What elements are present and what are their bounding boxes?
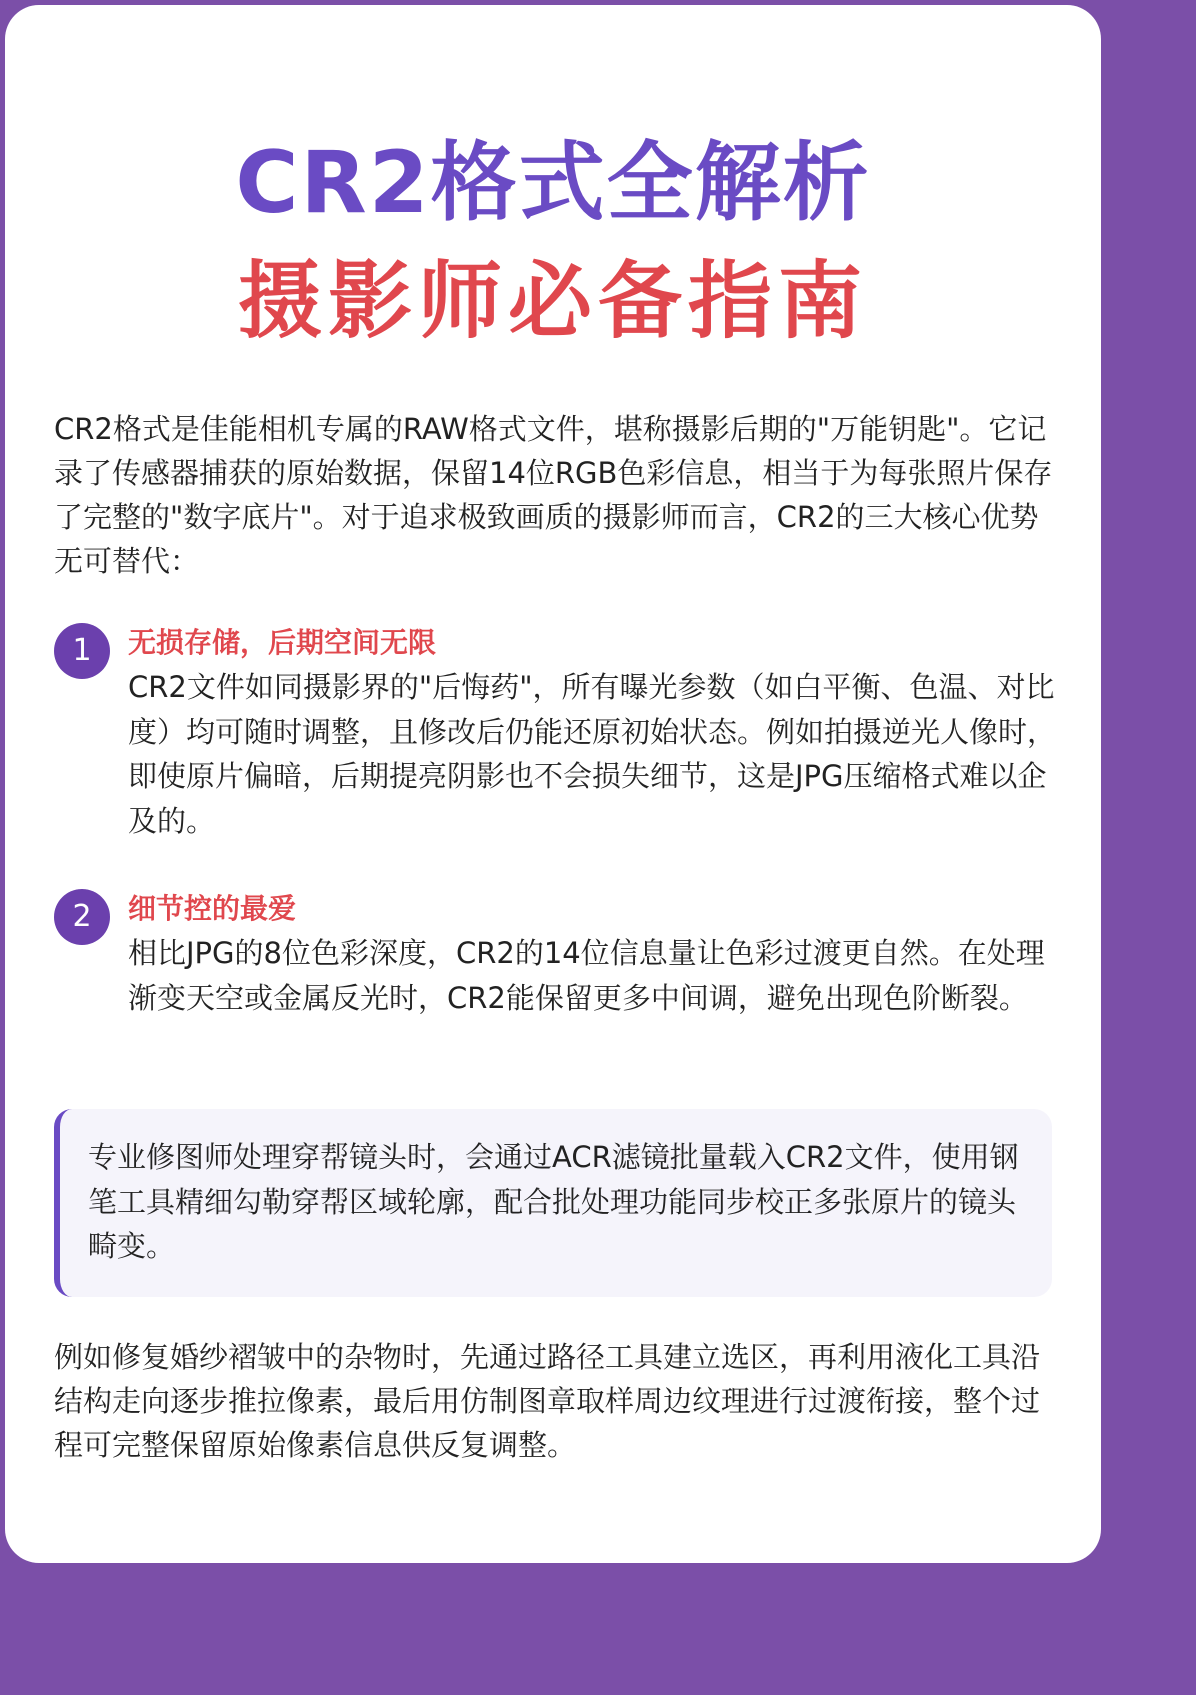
quote-block — [54, 1109, 1052, 1297]
page-subtitle: 摄影师必备指南 — [237, 252, 868, 350]
advantage-title: 细节控的最爱 — [128, 892, 297, 925]
intro-paragraph: CR2格式是佳能相机专属的RAW格式文件，堪称摄影后期的"万能钥匙"。它记录了传感器捕获的原始数据，保留14位RGB色彩信息，相当于为每张照片保存了完整的"数字底片"。对于追求极致画质的摄影师而言，CR2的三大核心优势无可替代： — [54, 412, 1053, 578]
outro-paragraph: 例如修复婚纱褶皱中的杂物时，先通过路径工具建立选区，再利用液化工具沿结构走向逐步推拉像素，最后用仿制图章取样周边纹理进行过渡衔接，整个过程可完整保留原始像素信息供反复调整。 — [54, 1340, 1041, 1462]
advantage-body: CR2文件如同摄影界的"后悔药"，所有曝光参数（如白平衡、色温、对比度）均可随时调整，且修改后仍能还原初始状态。例如拍摄逆光人像时，即使原片偏暗，后期提亮阴影也不会损失细节，这是JPG压缩格式难以企及的。 — [128, 670, 1057, 838]
number-badge: 1 — [54, 623, 110, 679]
quote-text: 专业修图师处理穿帮镜头时，会通过ACR滤镜批量载入CR2文件，使用钢笔工具精细勾勒穿帮区域轮廓，配合批处理功能同步校正多张原片的镜头畸变。 — [88, 1140, 1019, 1263]
page-title: CR2格式全解析 — [235, 133, 871, 233]
article-card — [5, 5, 1101, 1563]
number-badge: 2 — [54, 889, 110, 945]
advantage-title: 无损存储，后期空间无限 — [128, 626, 437, 659]
advantage-body: 相比JPG的8位色彩深度，CR2的14位信息量让色彩过渡更自然。在处理渐变天空或金属反光时，CR2能保留更多中间调，避免出现色阶断裂。 — [128, 936, 1045, 1015]
